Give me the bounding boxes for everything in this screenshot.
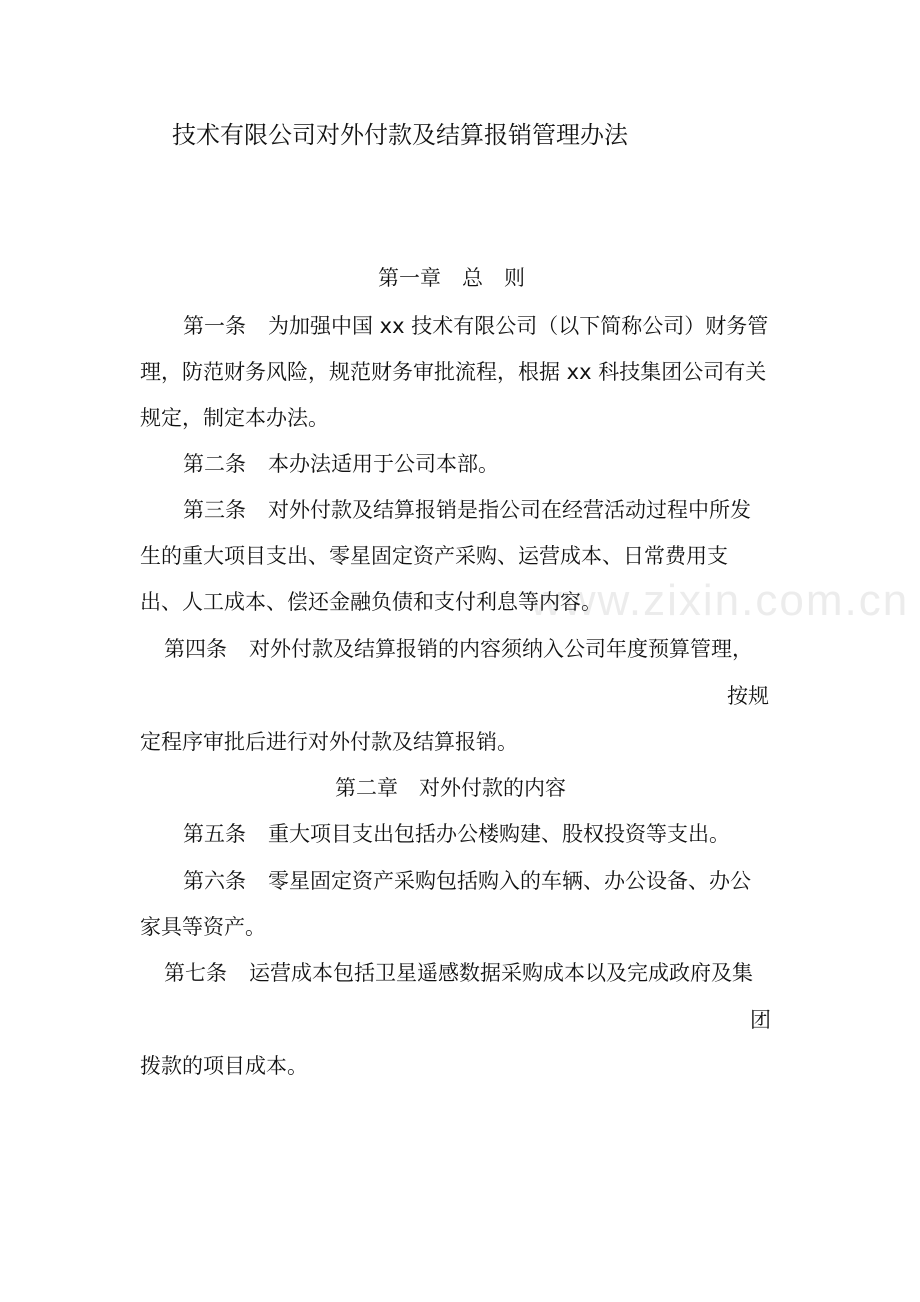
article-7-line-1 [164,958,753,988]
article-6-line-2: 家具等资产。 [140,915,266,939]
article-1-line-1 [183,311,768,341]
watermark: www.zixin.com.cn [530,576,910,625]
article-5-line-1 [183,819,730,849]
article-3-line-2: 生的重大项目支出、零星固定资产采购、运营成本、日常费用支 [140,544,728,568]
article-1-line-2: 理，防范财务风险，规范财务审批流程，根据 xx 科技集团公司有关 [140,360,767,384]
article-2-text: 本办法适用于公司本部。 [268,452,499,476]
article-6-label: 第六条 [183,869,246,893]
document-title: 技术有限公司对外付款及结算报销管理办法 [172,121,628,149]
article-7-line-2: 团 [750,1008,771,1032]
article-4-label: 第四条 [164,637,227,661]
article-7-text: 运营成本包括卫星遥感数据采购成本以及完成政府及集 [249,961,753,985]
article-6-text: 零星固定资产采购包括购入的车辆、办公设备、办公 [268,869,751,893]
article-4-line-1 [164,634,753,664]
article-4-line-2: 按规 [727,684,769,708]
chapter-1-heading: 第一章 总 则 [378,266,525,290]
article-3-line-3: 出、人工成本、偿还金融负债和支付利息等内容。 [140,590,602,614]
article-1-label: 第一条 [183,314,246,338]
article-3-text: 对外付款及结算报销是指公司在经营活动过程中所发 [268,498,751,522]
article-7-label: 第七条 [164,961,227,985]
article-2-line-1 [183,449,499,479]
article-1-text: 为加强中国 xx 技术有限公司（以下简称公司）财务管 [268,314,769,338]
article-7-line-3: 拨款的项目成本。 [140,1054,308,1078]
article-3-label: 第三条 [183,498,246,522]
article-1-line-3: 规定，制定本办法。 [140,406,329,430]
article-4-text: 对外付款及结算报销的内容须纳入公司年度预算管理， [249,637,753,661]
article-5-text: 重大项目支出包括办公楼购建、股权投资等支出。 [268,822,730,846]
article-6-line-1 [183,866,751,896]
article-3-line-1 [183,495,751,525]
article-5-label: 第五条 [183,822,246,846]
article-4-line-3: 定程序审批后进行对外付款及结算报销。 [140,730,518,754]
chapter-2-heading: 第二章 对外付款的内容 [335,776,566,800]
article-2-label: 第二条 [183,452,246,476]
